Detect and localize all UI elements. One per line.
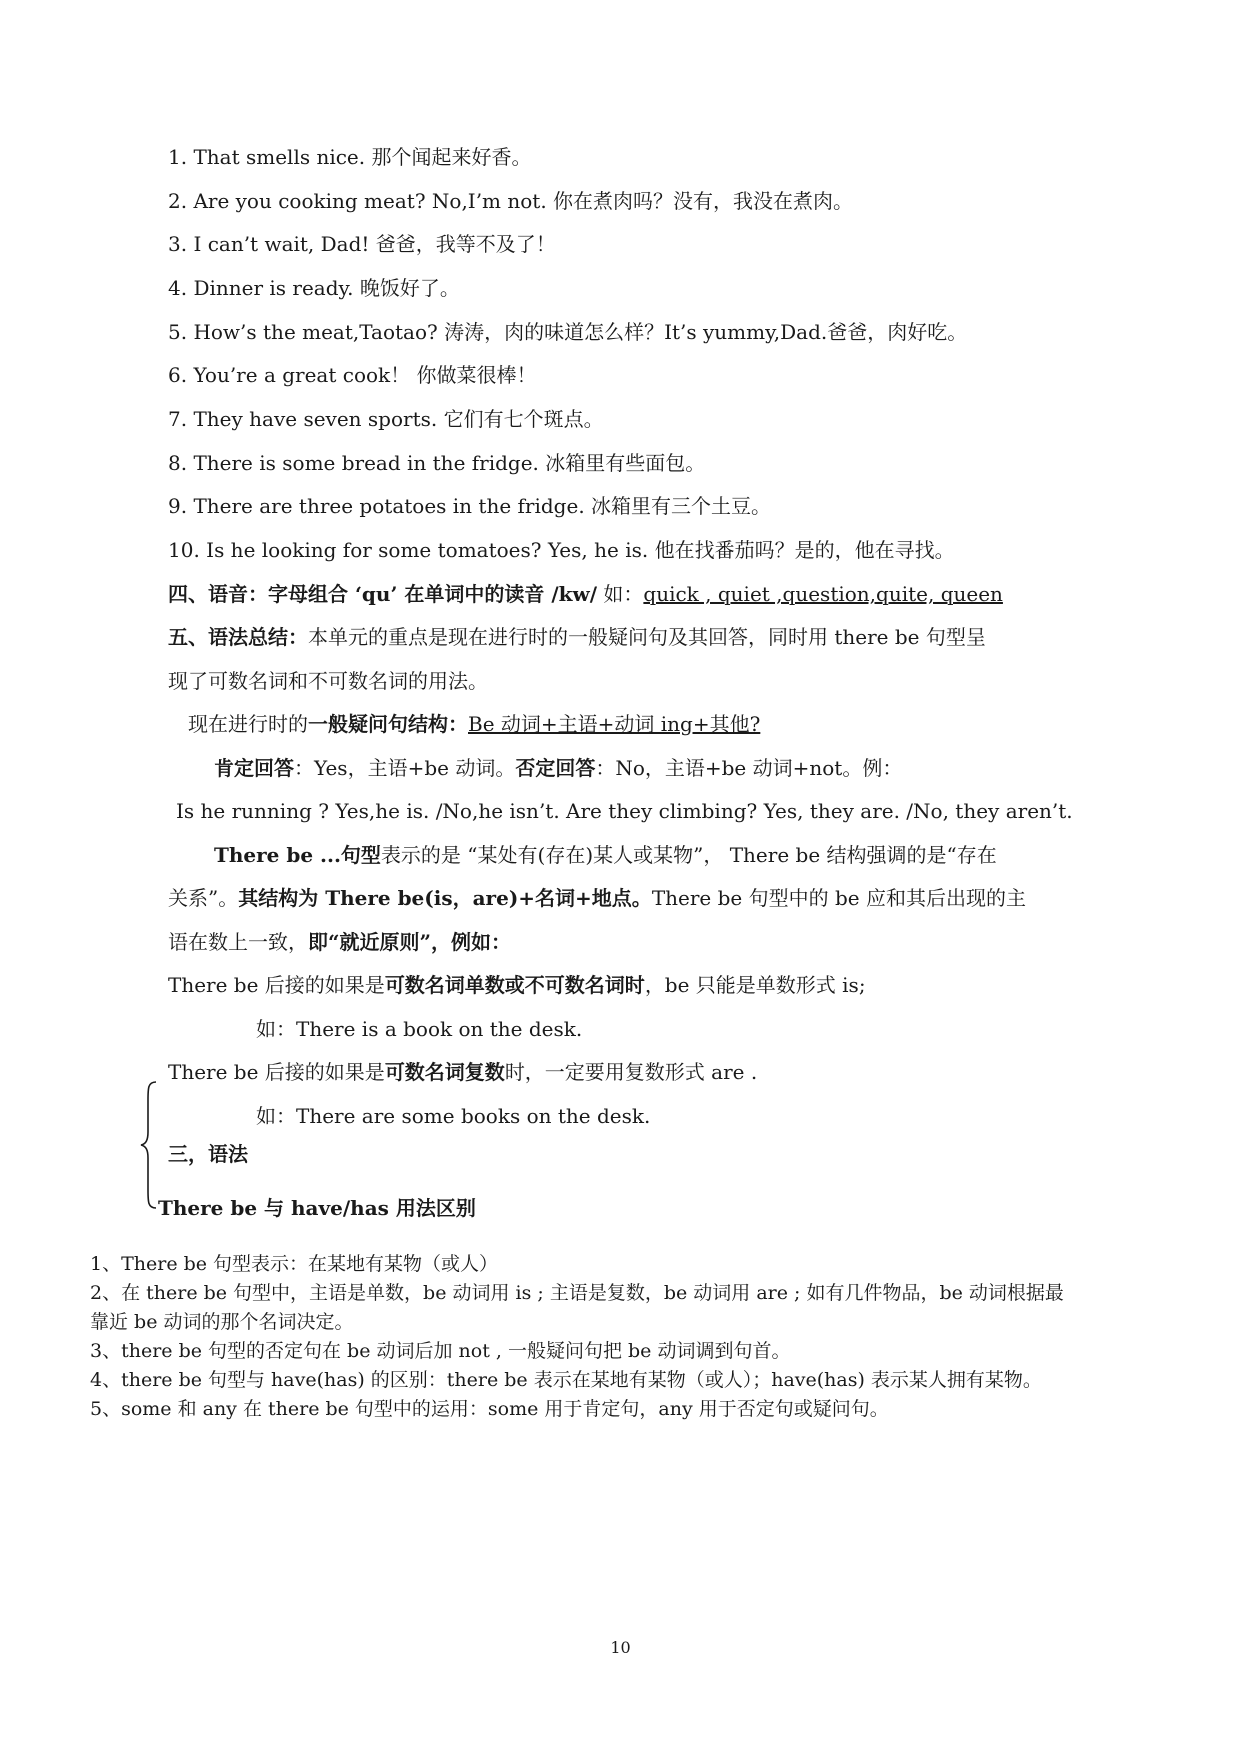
section-3-heading-text: 三，语法: [168, 1142, 248, 1166]
structure-line: [188, 712, 760, 736]
sentence-8: 8. There is some bread in the fridge. 冰箱里有些面包。: [168, 451, 706, 475]
rule-2-text-a: There be 后接的如果是: [168, 1060, 385, 1084]
phonics-prefix: 如：: [597, 582, 644, 606]
page-number: 10: [610, 1638, 631, 1657]
rule-1-example: 如：There is a book on the desk.: [256, 1017, 583, 1041]
structure-label: 一般疑问句结构：: [308, 712, 468, 736]
section-3-subheading-text: There be 与 have/has 用法区别: [158, 1196, 476, 1220]
grammar-heading: 五、语法总结：: [168, 625, 308, 649]
section-3-heading: [168, 1142, 248, 1166]
sentence-2: 2. Are you cooking meat? No,I’m not. 你在煮肉吗？没有，我没在煮肉。: [168, 189, 854, 213]
phonics-words: quick , quiet ,question,quite, queen: [643, 582, 1003, 606]
sentence-10: 10. Is he looking for some tomatoes? Yes, he is. 他在找番茄吗？是的，他在寻找。: [168, 538, 955, 562]
structure-prefix: 现在进行时的: [188, 712, 308, 736]
answer-line: [214, 756, 902, 780]
there-be-text-2a: 关系”。: [168, 886, 239, 910]
rule-1-line: [168, 973, 866, 997]
there-be-line-3: [168, 930, 511, 954]
list-item: 靠近 be 动词的那个名词决定。: [90, 1311, 354, 1333]
phonics-heading: 四、语音：字母组合 ‘qu’ 在单词中的读音 /kw/: [168, 582, 598, 606]
grammar-intro-1: 本单元的重点是现在进行时的一般疑问句及其回答，同时用 there be 句型呈: [308, 625, 986, 649]
sentence-3: 3. I can’t wait, Dad! 爸爸，我等不及了！: [168, 232, 556, 256]
rule-1-bold: 可数名词单数或不可数名词时: [384, 973, 645, 997]
rule-2-bold: 可数名词复数: [384, 1060, 505, 1084]
structure-formula: Be 动词+主语+动词 ing+其他?: [468, 712, 761, 736]
example-line: Is he running ? Yes,he is. /No,he isn’t. Are they climbing? Yes, they are. /No, they aren’t.: [176, 799, 1073, 823]
list-item: 5、some 和 any 在 there be 句型中的运用：some 用于肯定句，any 用于否定句或疑问句。: [90, 1398, 889, 1420]
there-be-line-1: [214, 843, 997, 867]
sentence-7: 7. They have seven sports. 它们有七个斑点。: [168, 407, 604, 431]
proximity-rule: 即“就近原则”，例如：: [308, 930, 512, 954]
sentence-4: 4. Dinner is ready. 晚饭好了。: [168, 276, 460, 300]
positive-answer-label: 肯定回答: [214, 756, 294, 780]
rule-2-line: [168, 1060, 757, 1084]
sentence-9: 9. There are three potatoes in the fridge. 冰箱里有三个土豆。: [168, 494, 772, 518]
rule-1-text-b: ，be 只能是单数形式 is;: [644, 973, 866, 997]
rule-2-text-b: 时，一定要用复数形式 are .: [504, 1060, 758, 1084]
negative-answer-text: ：No，主语+be 动词+not。例：: [595, 756, 903, 780]
section-3-subheading: [158, 1196, 476, 1220]
phonics-line: [168, 582, 1003, 606]
there-be-text-3a: 语在数上一致，: [168, 930, 308, 954]
rule-2-example: 如：There are some books on the desk.: [256, 1104, 651, 1128]
rule-1-text-a: There be 后接的如果是: [168, 973, 385, 997]
there-be-text-1: 表示的是 “某处有(存在)某人或某物”， There be 结构强调的是“存在: [380, 843, 997, 867]
curly-brace-icon: [140, 1080, 160, 1210]
there-be-structure: 其结构为 There be(is，are)+名词+地点。: [238, 886, 652, 910]
sentence-1: 1. That smells nice. 那个闻起来好香。: [168, 145, 532, 169]
there-be-line-2: [168, 886, 1026, 910]
list-item: 4、there be 句型与 have(has) 的区别：there be 表示在某地有某物（或人）；have(has) 表示某人拥有某物。: [90, 1369, 1042, 1391]
sentence-5: 5. How’s the meat,Taotao? 涛涛，肉的味道怎么样？It’s yummy,Dad.爸爸，肉好吃。: [168, 320, 968, 344]
grammar-intro-line-1: [168, 625, 986, 649]
positive-answer-text: ：Yes，主语+be 动词。: [294, 756, 516, 780]
negative-answer-label: 否定回答: [515, 756, 596, 780]
list-item: 1、There be 句型表示：在某地有某物（或人）: [90, 1253, 499, 1275]
list-item: 2、在 there be 句型中，主语是单数，be 动词用 is ; 主语是复数，be 动词用 are ; 如有几件物品，be 动词根据最: [90, 1282, 1064, 1304]
list-item: 3、there be 句型的否定句在 be 动词后加 not , 一般疑问句把 be 动词调到句首。: [90, 1340, 791, 1362]
sentence-6: 6. You’re a great cook！ 你做菜很棒！: [168, 363, 537, 387]
grammar-intro-line-2: 现了可数名词和不可数名词的用法。: [168, 669, 488, 693]
there-be-pattern-label: There be ...句型: [214, 843, 381, 867]
there-be-text-2b: There be 句型中的 be 应和其后出现的主: [651, 886, 1026, 910]
